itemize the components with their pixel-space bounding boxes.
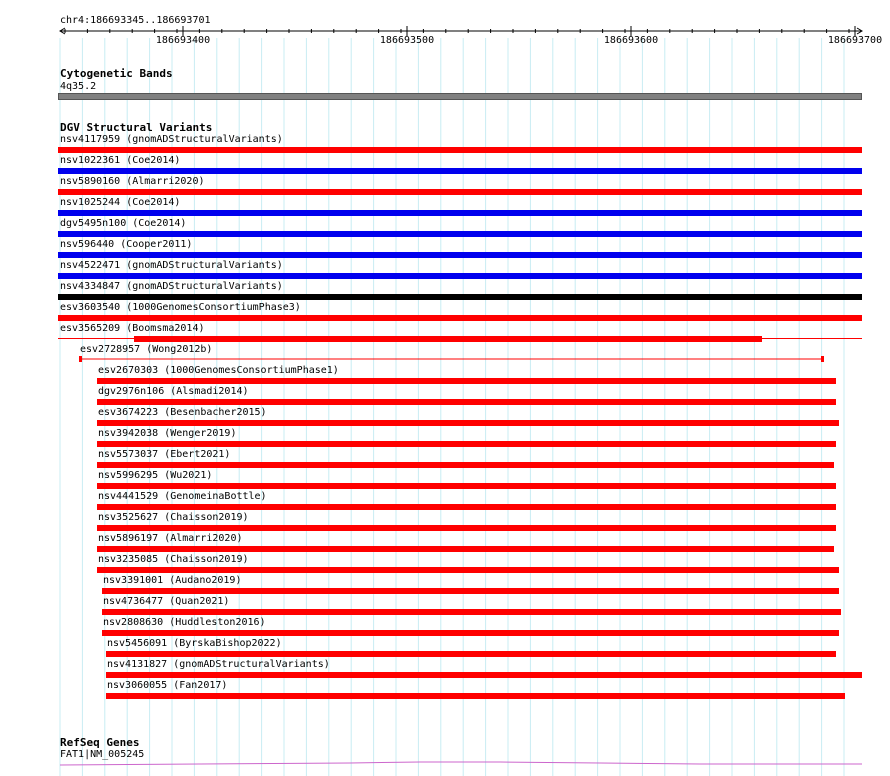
variant-label: nsv3060055 (Fan2017) (107, 680, 228, 691)
variant-bar[interactable] (106, 651, 836, 657)
tick-label-600: 186693600 (603, 35, 659, 46)
variant-bar[interactable] (97, 567, 839, 573)
variant-label: nsv1022361 (Coe2014) (60, 155, 181, 166)
variant-label: dgv5495n100 (Coe2014) (60, 218, 187, 229)
variant-bar[interactable] (58, 252, 862, 258)
tick-label-700: 186693700 (827, 35, 883, 46)
tick-label-500: 186693500 (379, 35, 435, 46)
variant-bar[interactable] (58, 168, 862, 174)
variant-label: esv3674223 (Besenbacher2015) (98, 407, 267, 418)
variant-label: nsv4334847 (gnomADStructuralVariants) (60, 281, 283, 292)
variant-bar[interactable] (97, 420, 839, 426)
variant-bar[interactable] (97, 504, 836, 510)
ruler-axis (0, 26, 890, 36)
variant-bar[interactable] (58, 273, 862, 279)
variant-bar[interactable] (102, 588, 839, 594)
tick-label-400: 186693400 (155, 35, 211, 46)
variant-label: esv2670303 (1000GenomesConsortiumPhase1) (98, 365, 339, 376)
variant-bar[interactable] (58, 147, 862, 153)
variant-bar[interactable] (58, 189, 862, 195)
variant-bar[interactable] (58, 294, 862, 300)
variant-label: dgv2976n106 (Alsmadi2014) (98, 386, 249, 397)
variant-label: nsv5890160 (Almarri2020) (60, 176, 205, 187)
variant-bar[interactable] (79, 355, 824, 363)
variant-label: nsv5573037 (Ebert2021) (98, 449, 231, 460)
variant-label: esv3565209 (Boomsma2014) (60, 323, 205, 334)
variant-bar[interactable] (106, 693, 845, 699)
variant-bar[interactable] (58, 231, 862, 237)
variant-label: nsv4522471 (gnomADStructuralVariants) (60, 260, 283, 271)
variant-label: esv2728957 (Wong2012b) (80, 344, 213, 355)
variant-label: nsv2808630 (Huddleston2016) (103, 617, 266, 628)
variant-label: nsv3942038 (Wenger2019) (98, 428, 237, 439)
cytoband-bar[interactable] (58, 93, 862, 100)
variant-label: nsv5456091 (ByrskaBishop2022) (107, 638, 282, 649)
variant-label: nsv4117959 (gnomADStructuralVariants) (60, 134, 283, 145)
variant-label: nsv4736477 (Quan2021) (103, 596, 230, 607)
variant-bar[interactable] (97, 399, 836, 405)
cytoband-track-title[interactable]: Cytogenetic Bands (60, 67, 173, 80)
variant-label: nsv3235085 (Chaisson2019) (98, 554, 249, 565)
variant-bar[interactable] (106, 672, 862, 678)
variant-bar[interactable] (134, 336, 762, 342)
variant-label: nsv5996295 (Wu2021) (98, 470, 213, 481)
variant-bar[interactable] (102, 630, 839, 636)
variant-label: nsv1025244 (Coe2014) (60, 197, 181, 208)
variant-bar[interactable] (102, 609, 841, 615)
variant-label: esv3603540 (1000GenomesConsortiumPhase3) (60, 302, 301, 313)
variant-bar[interactable] (58, 315, 862, 321)
variant-bar[interactable] (97, 441, 836, 447)
variant-label: nsv3525627 (Chaisson2019) (98, 512, 249, 523)
variant-separator (58, 338, 862, 339)
locus-label: chr4:186693345..186693701 (60, 15, 211, 26)
variant-label: nsv5896197 (Almarri2020) (98, 533, 243, 544)
cytoband-label: 4q35.2 (60, 81, 97, 92)
variant-bar[interactable] (97, 462, 834, 468)
variant-label: nsv596440 (Cooper2011) (60, 239, 193, 250)
variant-bar[interactable] (97, 525, 836, 531)
dgv-track-title[interactable]: DGV Structural Variants (60, 121, 213, 134)
variant-bar[interactable] (58, 210, 862, 216)
refseq-track-title[interactable]: RefSeq Genes (60, 736, 140, 749)
variant-bar[interactable] (97, 378, 836, 384)
variant-bar[interactable] (97, 546, 834, 552)
refseq-gene-label: FAT1|NM_005245 (60, 749, 145, 760)
variant-label: nsv4131827 (gnomADStructuralVariants) (107, 659, 330, 670)
variant-bar[interactable] (97, 483, 836, 489)
variant-label: nsv3391001 (Audano2019) (103, 575, 242, 586)
variant-label: nsv4441529 (GenomeinaBottle) (98, 491, 267, 502)
